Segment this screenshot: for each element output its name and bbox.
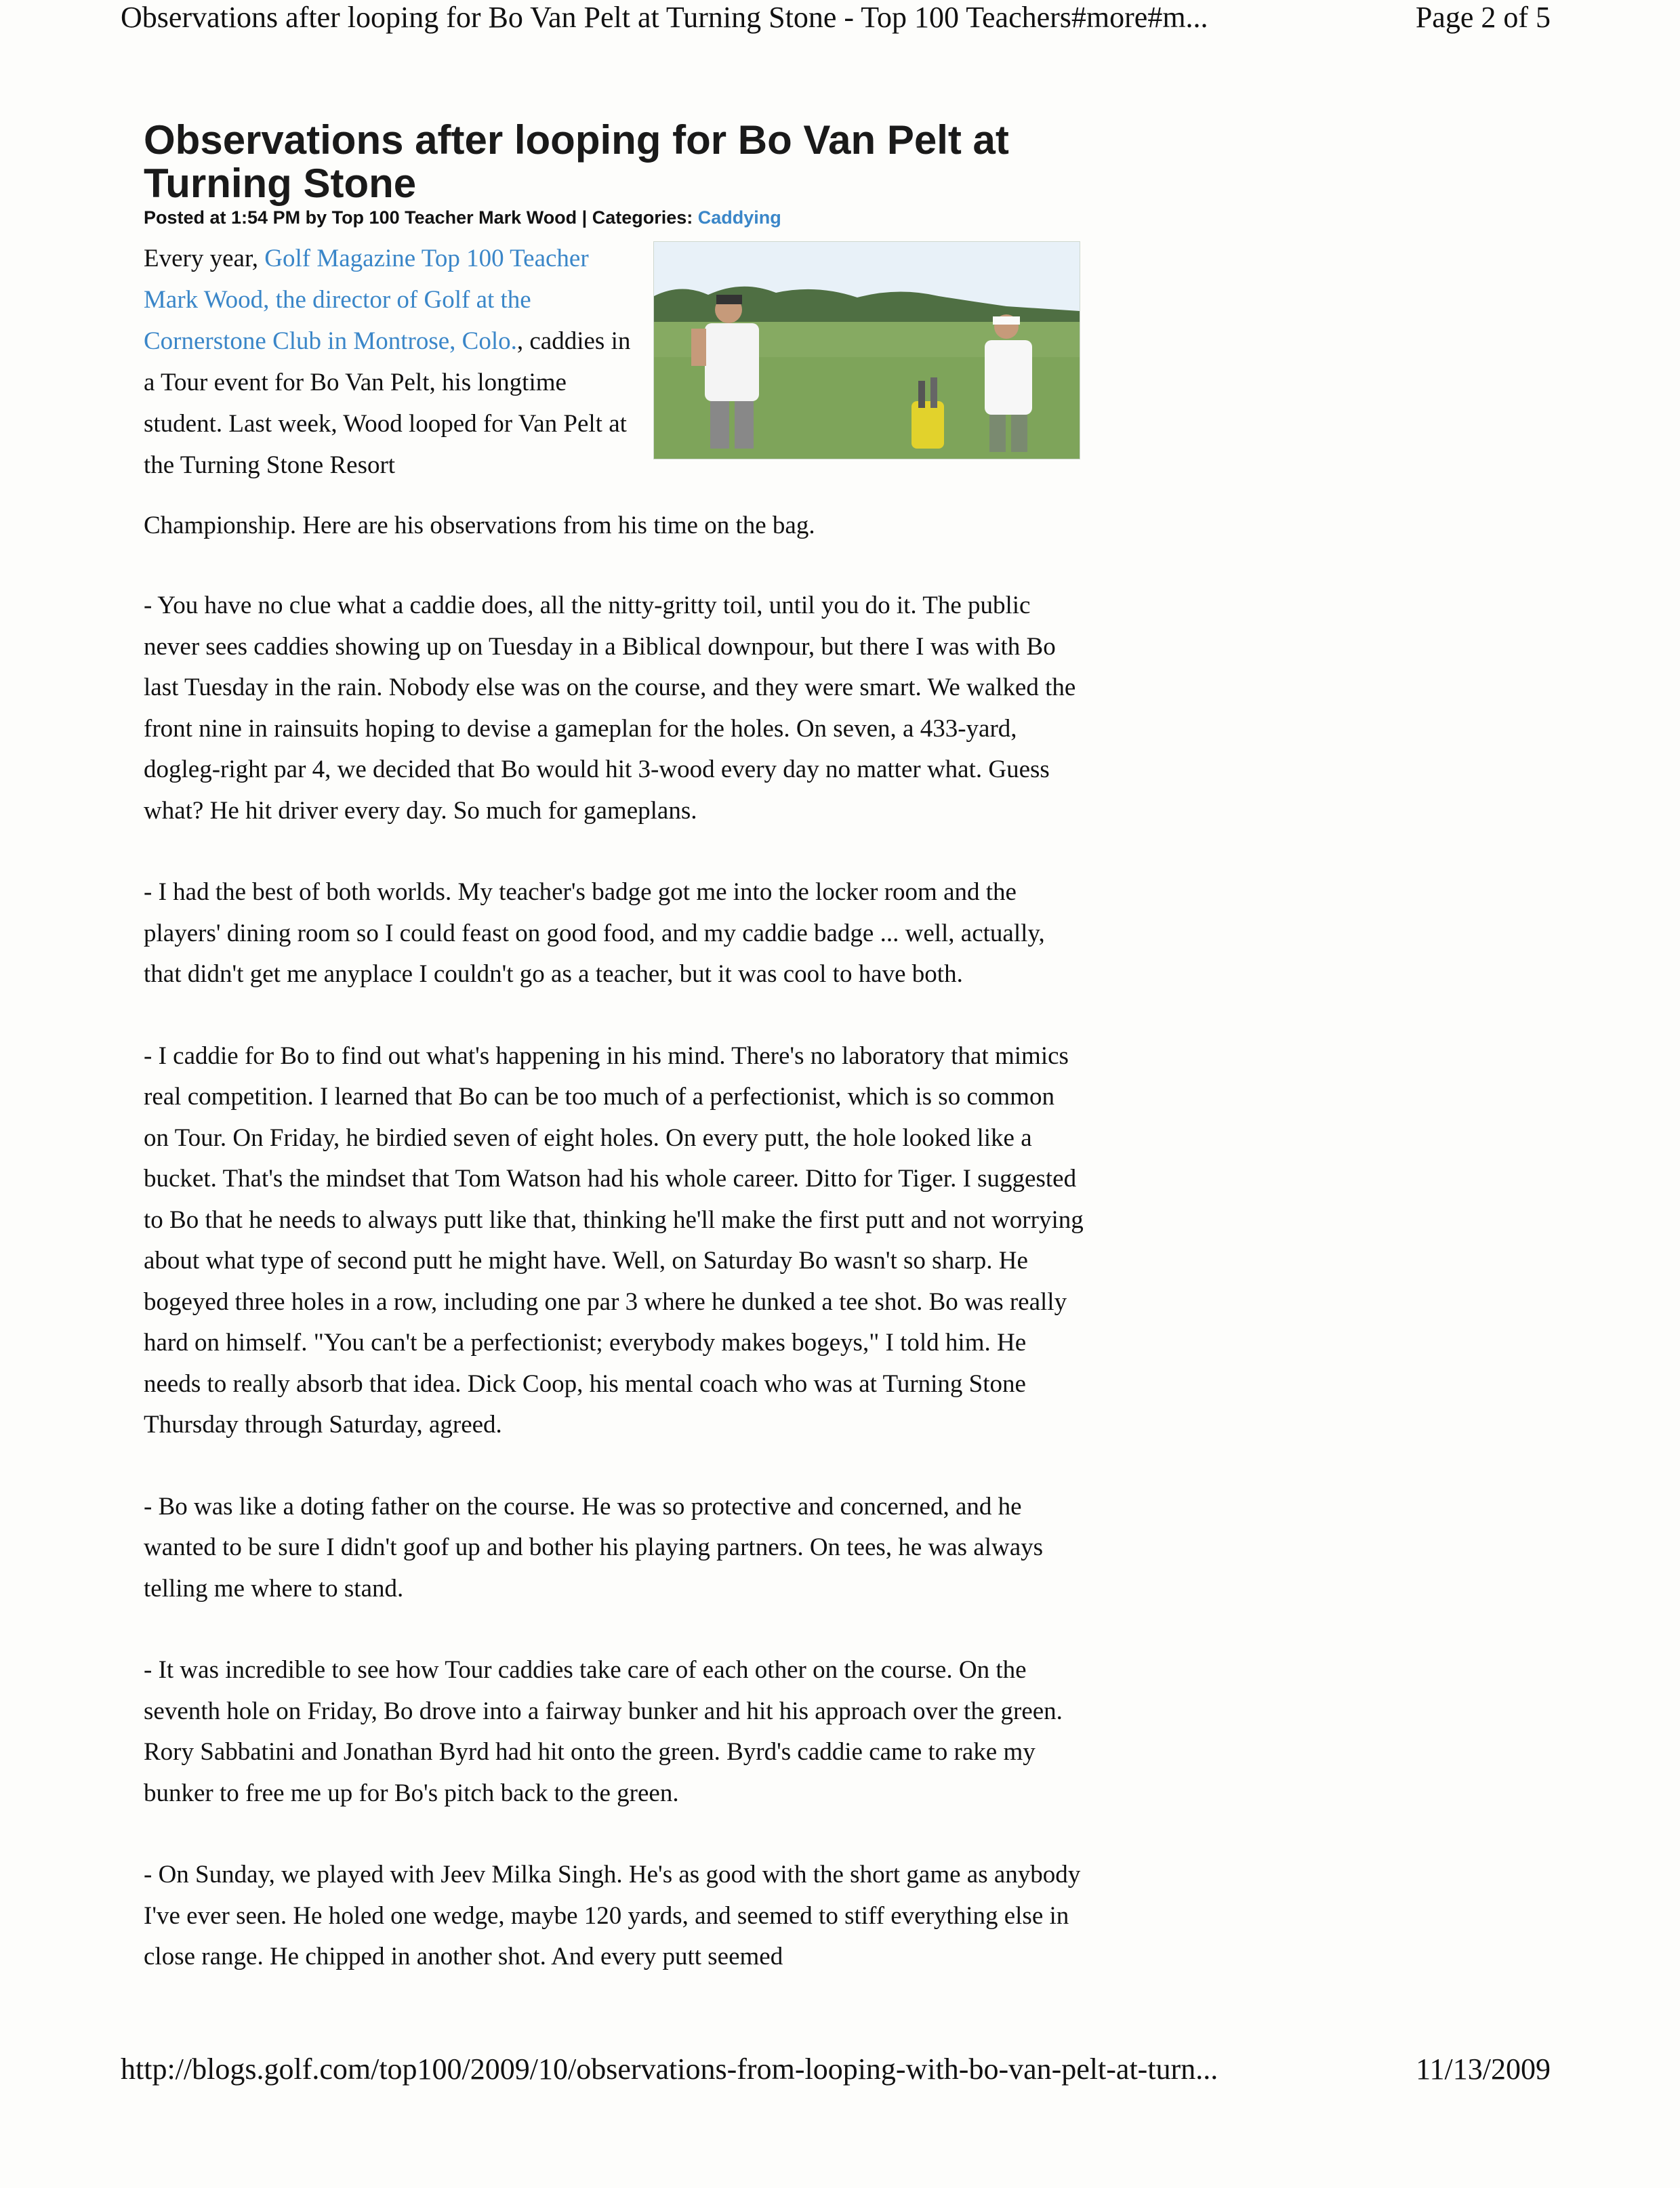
category-link[interactable]: Caddying <box>697 207 781 228</box>
paragraph: - I had the best of both worlds. My teacher's badge got me into the locker room and the players' dining room so I could feast on good food, and my caddie badge ... well, actually, that didn't get me anyplace I couldn't go as a teacher, but it was cool to have both. <box>144 878 1045 988</box>
lead-rest: , caddies in a Tour event for Bo Van Pelt, his longtime student. Last week, Wood looped for Van Pelt at the Turning Stone Resort <box>144 327 631 479</box>
lead-tail: Championship. Here are his observations from his time on the bag. <box>144 512 815 539</box>
article <box>144 119 1086 2019</box>
print-header-page: Page 2 of 5 <box>1415 1 1551 34</box>
article-photo <box>653 241 1080 459</box>
lead-paragraph <box>144 238 642 486</box>
lead-intro: Every year, <box>144 245 259 272</box>
print-footer-url: http://blogs.golf.com/top100/2009/10/observations-from-looping-with-bo-van-pelt-at-turn... <box>121 2052 1218 2086</box>
paragraph: - You have no clue what a caddie does, all the nitty-gritty toil, until you do it. The public never sees caddies showing up on Tuesday in a Biblical downpour, but there I was with Bo last Tuesday in the rain. Nobody else was on the course, and they were smart. We walked the front nine in rainsuits hoping to devise a gameplan for the holes. On seven, a 433-yard, dogleg-right par 4, we decided that Bo would hit 3-wood every day no matter what. Guess what? He hit driver every day. So much for gameplans. <box>144 592 1076 825</box>
byline <box>144 205 1086 230</box>
lead-section <box>144 238 1086 546</box>
paragraph: - It was incredible to see how Tour caddies take care of each other on the course. On the seventh hole on Friday, Bo drove into a fairway bunker and hit his approach over the green. Rory Sabbatini and Jonathan Byrd had hit onto the green. Byrd's caddie came to rake my bunker to free me up for Bo's pitch back to the green. <box>144 1656 1063 1807</box>
print-footer-date: 11/13/2009 <box>1416 2052 1551 2086</box>
article-title: Observations after looping for Bo Van Pelt at Turning Stone <box>144 117 1009 206</box>
golf-photo-illustration <box>654 242 1080 459</box>
paragraph: - On Sunday, we played with Jeev Milka Singh. He's as good with the short game as anybody I've ever seen. He holed one wedge, maybe 120 yards, and seemed to stiff everything else in close range. He chipped in another shot. And every putt seemed <box>144 1861 1081 1970</box>
paragraph: - I caddie for Bo to find out what's happening in his mind. There's no laboratory that mimics real competition. I learned that Bo can be too much of a perfectionist, which is so common on Tour. On Friday, he birdied seven of eight holes. On every putt, the hole looked like a bucket. That's the mindset that Tom Watson had his whole career. Ditto for Tiger. I suggested to Bo that he needs to always putt like that, thinking he'll make the first putt and not worrying about what type of second putt he might have. Well, on Saturday Bo wasn't so sharp. He bogeyed three holes in a row, including one par 3 where he dunked a tee shot. Bo was really hard on himself. "You can't be a perfectionist; everybody makes bogeys," I told him. He needs to really absorb that idea. Dick Coop, his mental coach who was at Turning Stone Thursday through Saturday, agreed. <box>144 1041 1084 1439</box>
byline-text: Posted at 1:54 PM by Top 100 Teacher Mark Wood | Categories: <box>144 207 693 228</box>
print-header-title: Observations after looping for Bo Van Pelt at Turning Stone - Top 100 Teachers#more#m... <box>121 1 1208 34</box>
print-header <box>121 0 1551 41</box>
author-link[interactable]: Golf Magazine Top 100 Teacher Mark Wood, the director of Golf at the Cornerstone Club in Montrose, Colo. <box>144 245 589 355</box>
print-footer <box>121 2052 1551 2092</box>
paragraph: - Bo was like a doting father on the course. He was so protective and concerned, and he wanted to be sure I didn't goof up and bother his playing partners. On tees, he was always telling me where to stand. <box>144 1492 1044 1603</box>
